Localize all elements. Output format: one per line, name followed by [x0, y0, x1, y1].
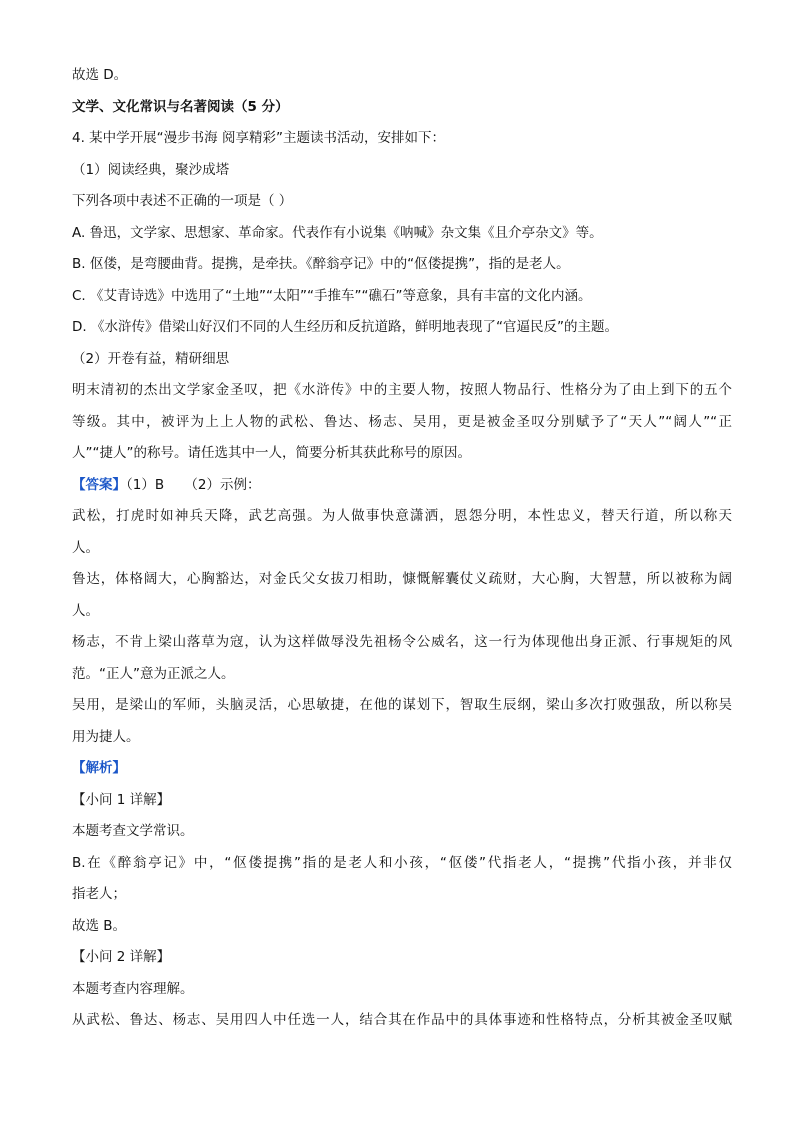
text-line [72, 533, 732, 565]
text-line [72, 848, 732, 880]
text-line [72, 312, 732, 344]
text-line [72, 911, 732, 943]
text-line [72, 753, 732, 785]
line-text: 指老人； [72, 886, 126, 902]
text-line [72, 596, 732, 628]
text-line [72, 375, 732, 407]
text-line [72, 564, 732, 596]
text-line [72, 974, 732, 1006]
line-text: 下列各项中表述不正确的一项是（ ） [72, 193, 293, 209]
text-line [72, 344, 732, 376]
line-text: 故选 D。 [72, 67, 128, 83]
text-line [72, 407, 732, 439]
line-text: 人。 [72, 602, 99, 619]
text-line [72, 249, 732, 281]
line-text: 人”“捷人”的称号。请任选其中一人，简要分析其获此称号的原因。 [72, 445, 471, 461]
text-line [72, 281, 732, 313]
line-text: 本题考查文学常识。 [72, 823, 194, 839]
text-line [72, 1005, 732, 1037]
line-text: 明末清初的杰出文学家金圣叹，把《水浒传》中的主要人物，按照人物品行、性格分为了由上到下的五个 [72, 382, 732, 398]
text-line [72, 690, 732, 722]
line-text: D. 《水浒传》借梁山好汉们不同的人生经历和反抗道路，鲜明地表现了“官逼民反”的主题。 [72, 319, 618, 335]
text-line [72, 438, 732, 470]
text-line [72, 470, 732, 502]
line-text: 吴用，是梁山的军师，头脑灵活，心思敏捷，在他的谋划下，智取生辰纲，梁山多次打败强敌，所以称吴 [72, 697, 732, 713]
line-text: 等级。其中，被评为上上人物的武松、鲁达、杨志、吴用，更是被金圣叹分别赋予了“天人”“阔人”“正 [72, 413, 732, 430]
text-line [72, 659, 732, 691]
text-line [72, 501, 732, 533]
line-text: 范。“正人”意为正派之人。 [72, 665, 235, 682]
line-text: 文学、文化常识与名著阅读（5 分） [72, 98, 289, 115]
text-line [72, 785, 732, 817]
line-text: 人。 [72, 539, 99, 556]
text-line [72, 942, 732, 974]
line-text: （2）开卷有益，精研细思 [72, 350, 230, 367]
answer-tag: 【答案】 [72, 476, 126, 493]
line-text: 【小问 2 详解】 [72, 949, 171, 965]
document-page [72, 60, 732, 1037]
line-text: 从武松、鲁达、杨志、吴用四人中任选一人，结合其在作品中的具体事迹和性格特点，分析其被金圣叹赋 [72, 1012, 732, 1028]
line-text: 杨志，不肯上梁山落草为寇，认为这样做辱没先祖杨令公威名，这一行为体现他出身正派、行事规矩的风 [72, 634, 732, 650]
line-text: 【小问 1 详解】 [72, 791, 171, 808]
text-line [72, 627, 732, 659]
text-line [72, 123, 732, 155]
text-line [72, 186, 732, 218]
answer-tag: 【解析】 [72, 760, 126, 776]
line-text: 鲁达，体格阔大，心胸豁达，对金氏父女拔刀相助，慷慨解囊仗义疏财，大心胸，大智慧，所以被称为阔 [72, 571, 732, 587]
text-line [72, 879, 732, 911]
text-line [72, 60, 732, 92]
line-text: （1）B （2）示例： [126, 476, 261, 493]
text-line [72, 92, 732, 124]
text-line [72, 155, 732, 187]
line-text: B. 伛偻，是弯腰曲背。提携，是牵扶。《醉翁亭记》中的“伛偻提携”，指的是老人。 [72, 256, 570, 272]
line-text: 用为捷人。 [72, 728, 140, 745]
line-text: A. 鲁迅，文学家、思想家、革命家。代表作有小说集《呐喊》杂文集《且介亭杂文》等。 [72, 224, 603, 241]
line-text: C. 《艾青诗选》中选用了“土地”“太阳”“手推车”“礁石”等意象，具有丰富的文化内涵。 [72, 287, 592, 304]
line-text: 4. 某中学开展“漫步书海 阅享精彩”主题读书活动，安排如下： [72, 130, 445, 146]
line-text: 本题考查内容理解。 [72, 980, 194, 997]
line-text: B.在《醉翁亭记》中，“伛偻提携”指的是老人和小孩，“伛偻”代指老人，“提携”代指小孩，并非仅 [72, 854, 732, 871]
line-text: （1）阅读经典，聚沙成塔 [72, 161, 230, 178]
text-line [72, 722, 732, 754]
text-line [72, 218, 732, 250]
line-text: 故选 B。 [72, 917, 127, 934]
line-text: 武松，打虎时如神兵天降，武艺高强。为人做事快意潇洒，恩怨分明，本性忠义，替天行道，所以称天 [72, 508, 732, 524]
text-line [72, 816, 732, 848]
